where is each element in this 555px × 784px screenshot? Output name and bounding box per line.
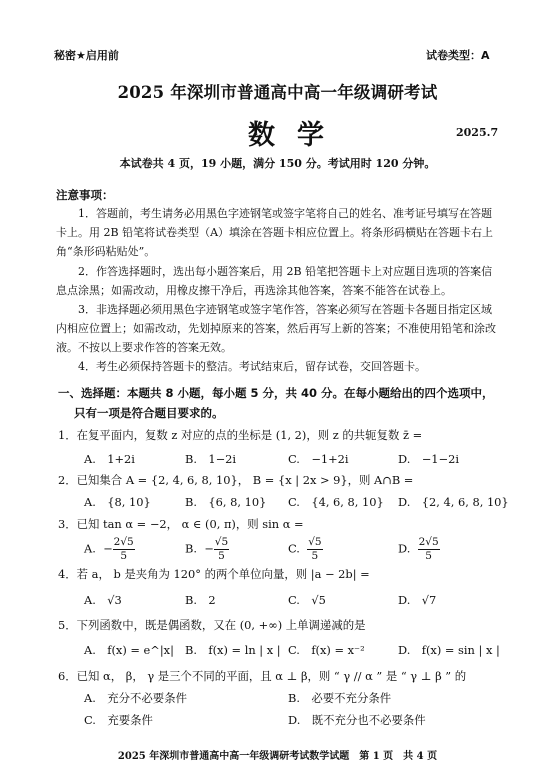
- q2-option-d: D. {2, 4, 6, 8, 10}: [398, 495, 509, 509]
- fraction-denominator: 5: [425, 550, 432, 562]
- q4-option-a: A. √3: [84, 593, 122, 607]
- fraction-numerator: √5: [214, 536, 229, 548]
- fraction-numerator: 2√5: [418, 536, 439, 548]
- page-footer: 2025 年深圳市普通高中高一年级调研考试数学试题 第 1 页 共 4 页: [117, 751, 438, 762]
- q6-option-d: D. 既不充分也不必要条件: [288, 713, 426, 727]
- q3-option-b-label: B.: [185, 541, 197, 556]
- fraction-denominator: 5: [120, 550, 128, 562]
- q2-option-c: C. {4, 6, 8, 10}: [288, 495, 384, 509]
- q3-option-b-sign: −: [204, 541, 214, 556]
- q6-option-a: A. 充分不必要条件: [84, 691, 187, 705]
- q3-option-b-fraction: [214, 536, 229, 563]
- fraction-denominator: 5: [311, 550, 319, 562]
- exam-info: 本试卷共 4 页，19 小题，满分 150 分。考试用时 120 分钟。: [119, 157, 436, 170]
- q2-option-b: B. {6, 8, 10}: [185, 495, 267, 509]
- q6-option-b: B. 必要不充分条件: [288, 691, 392, 705]
- q3-option-a-sign: −: [103, 541, 113, 556]
- note-item-3: 3．非选择题必须用黑色字迹钢笔或签字笔作答，答案必须写在答题卡各题目指定区域内相应位置上；如需改动，先划掉原来的答案，然后再写上新的答案；不准使用铅笔和涂改液。不按以上要求作答的答案无效。: [56, 303, 496, 354]
- q5-option-c: C. f(x) = x⁻²: [288, 643, 365, 657]
- paper-type-label: 试卷类型：A: [426, 49, 490, 62]
- note-item-1: 1．答题前，考生请务必用黑色字迹钢笔或签字笔将自己的姓名、准考证号填写在答题卡上。用 2B 铅笔将试卷类型（A）填涂在答题卡相应位置上。将条形码横贴在答题卡右上角“条形码粘贴处”。: [56, 207, 494, 258]
- q3-option-d-label: D.: [398, 541, 411, 556]
- q1-option-c: C. −1+2i: [288, 452, 349, 466]
- exam-date: 2025.7: [456, 126, 499, 139]
- fraction-numerator: √5: [308, 536, 322, 548]
- confidential-label: 秘密★启用前: [54, 49, 119, 62]
- question-1-stem: 1．在复平面内，复数 z 对应的点的坐标是 (1, 2)，则 z 的共轭复数 z̄ =: [58, 428, 423, 442]
- q3-option-b: [185, 536, 229, 563]
- q3-option-c: [288, 536, 323, 563]
- q6-option-c: C. 充要条件: [84, 713, 153, 727]
- question-4-stem: 4．若 a， b 是夹角为 120° 的两个单位向量，则 |a − 2b| =: [58, 567, 370, 581]
- q4-option-d: D. √7: [398, 593, 437, 607]
- notes-heading: 注意事项：: [56, 188, 114, 202]
- q3-option-d: [398, 536, 440, 563]
- q4-option-c: C. √5: [288, 593, 326, 607]
- exam-title: 2025 年深圳市普通高中高一年级调研考试: [117, 83, 438, 102]
- q3-option-a-fraction: [113, 536, 135, 563]
- section-heading: [58, 383, 502, 423]
- question-5-stem: 5．下列函数中，既是偶函数，又在 (0, +∞) 上单调递减的是: [58, 618, 366, 632]
- q3-option-c-fraction: [307, 536, 322, 563]
- note-item-2: 2．作答选择题时，选出每小题答案后，用 2B 铅笔把答题卡上对应题目选项的答案信息点涂黑；如需改动，用橡皮擦干净后，再选涂其他答案，答案不能答在试卷上。: [56, 265, 493, 297]
- question-2-stem: 2．已知集合 A = {2, 4, 6, 8, 10}， B = {x | 2x > 9}，则 A∩B =: [58, 473, 414, 487]
- section-text: 一、选择题：本题共 8 小题，每小题 5 分，共 40 分。在每小题给出的四个选项中，只有一项是符合题目要求的。: [58, 386, 494, 420]
- question-6-stem: 6．已知 α， β， γ 是三个不同的平面，且 α ⊥ β，则 “ γ // α ” 是 “ γ ⊥ β ” 的: [58, 669, 467, 683]
- fraction-numerator: 2√5: [113, 536, 134, 548]
- q4-option-b: B. 2: [185, 593, 216, 607]
- note-item-4: 4．考生必须保持答题卡的整洁。考试结束后，留存试卷，交回答题卡。: [78, 360, 426, 373]
- q3-option-a: [84, 536, 135, 563]
- q3-option-a-label: A.: [84, 541, 96, 556]
- q5-option-b: B. f(x) = ln | x |: [185, 643, 281, 657]
- q1-option-b: B. 1−2i: [185, 452, 237, 466]
- q3-option-c-label: C.: [288, 541, 300, 556]
- q5-option-a: A. f(x) = e^|x|: [84, 643, 174, 657]
- q1-option-a: A. 1+2i: [84, 452, 135, 466]
- subject-title: 数学: [248, 120, 346, 151]
- question-3-stem: 3．已知 tan α = −2， α ∈ (0, π)，则 sin α =: [58, 517, 304, 531]
- q5-option-d: D. f(x) = sin | x |: [398, 643, 500, 657]
- q1-option-d: D. −1−2i: [398, 452, 459, 466]
- fraction-denominator: 5: [218, 550, 225, 562]
- q3-option-d-fraction: [418, 536, 440, 563]
- q2-option-a: A. {8, 10}: [84, 495, 151, 509]
